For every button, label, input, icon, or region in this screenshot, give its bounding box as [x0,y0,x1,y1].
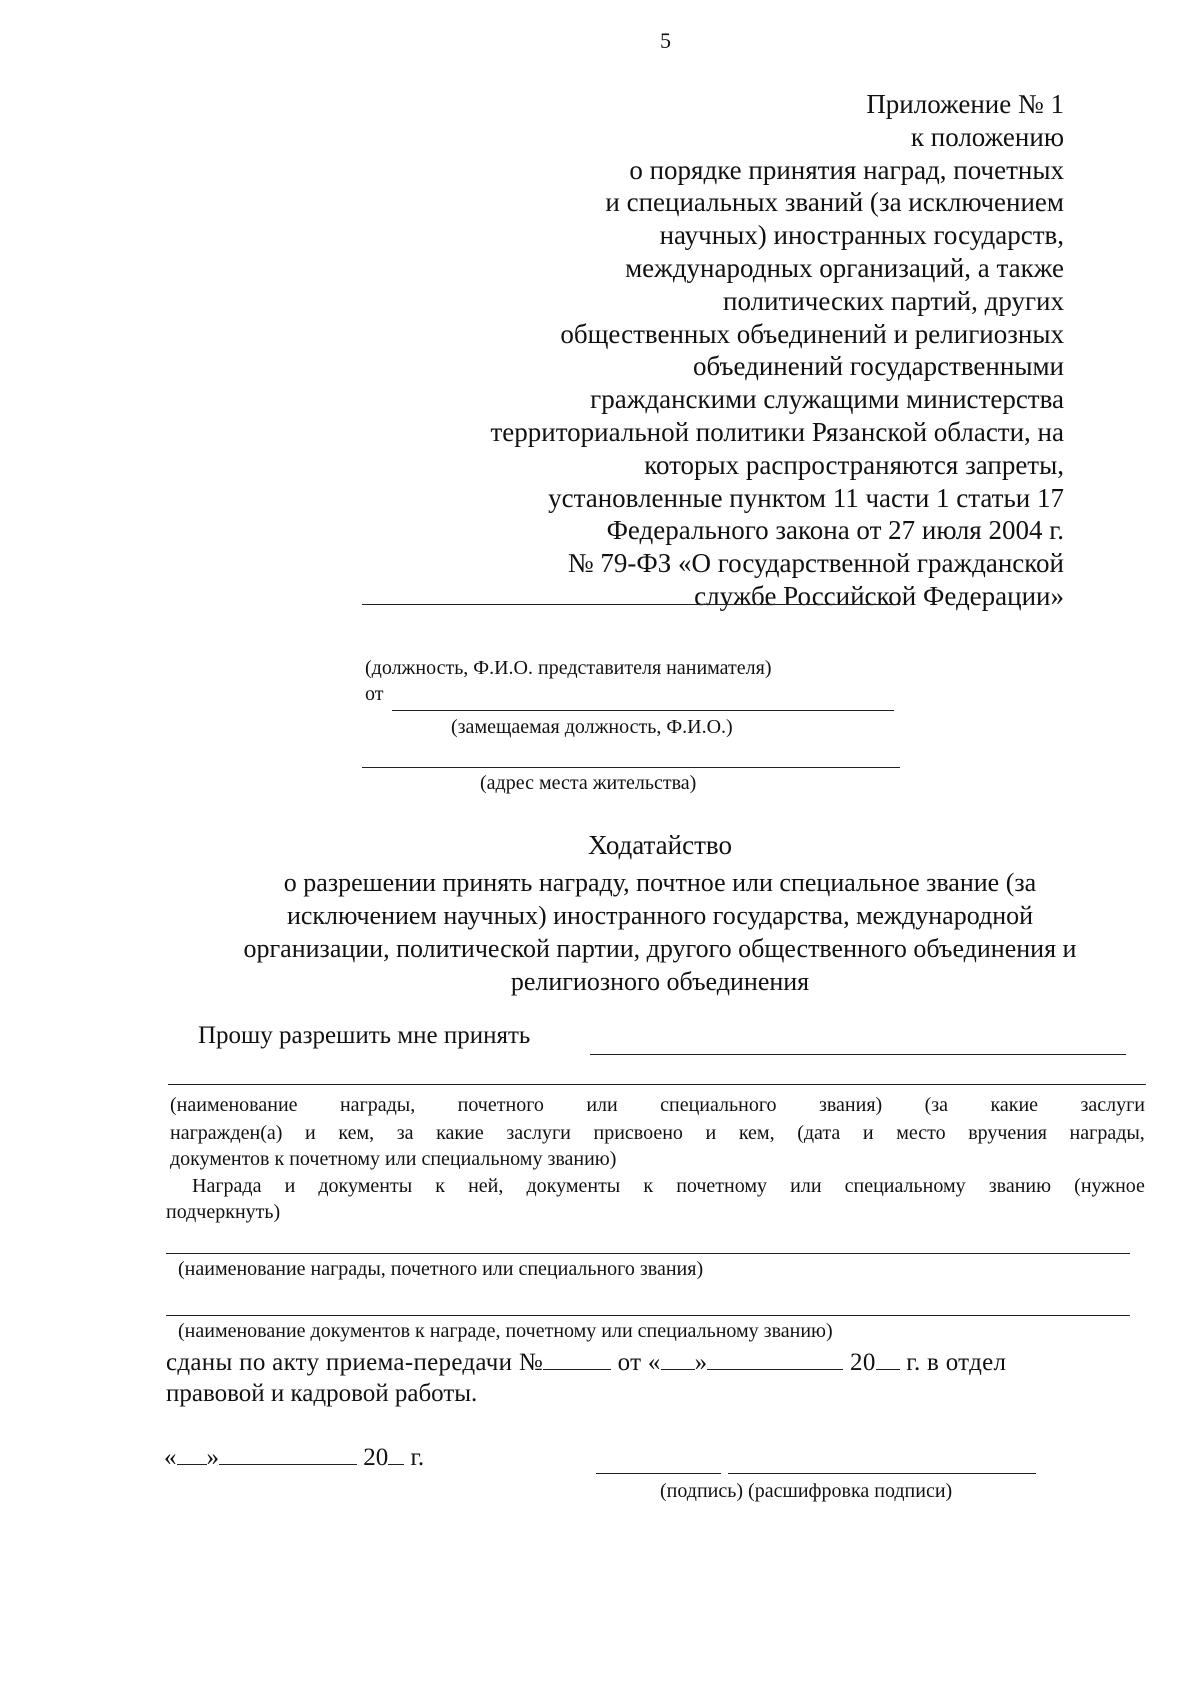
caption-word: награжден(а) [170,1122,283,1144]
caption-word: документы [526,1175,621,1197]
act-year-blank [876,1347,900,1370]
appendix-line: политических партий, других [723,285,1064,316]
appendix-line: Приложение № 1 [866,89,1064,119]
caption-word: за [396,1122,414,1144]
caption-word: почетного [457,1094,544,1116]
caption-word: (нужное [1074,1175,1145,1197]
employer-caption: (должность, Ф.И.О. представителя нанимателя) [365,657,772,679]
date-year-blank [388,1442,404,1465]
request-caption-row3: документов к почетному или специальному званию) [170,1148,617,1170]
docs-line1 [192,1175,1145,1198]
caption-word: специальному [844,1175,966,1197]
appendix-line: гражданскими служащими министерства [590,384,1064,415]
address-line [362,767,900,768]
date-open-quote: « [164,1444,177,1471]
appendix-line: к положению [910,121,1064,152]
date-close-quote: » [206,1444,219,1471]
caption-word: званию [988,1175,1052,1197]
request-blank-line [590,1054,1126,1055]
caption-word: (дата [797,1122,841,1144]
appendix-line: и специальных званий (за исключением [605,187,1064,218]
appendix-block [424,88,1064,613]
appendix-line: которых распространяются запреты, [644,449,1064,480]
caption-word: кем, [738,1122,775,1144]
award-line [166,1253,1130,1254]
act-text-5: г. в отдел [906,1349,1007,1376]
address-caption: (адрес места жительства) [480,772,697,794]
caption-word: Награда [192,1175,262,1197]
appendix-line: общественных объединений и религиозных [560,318,1064,349]
caption-word: заслуги [1080,1094,1145,1116]
caption-word: к [435,1175,445,1197]
signature-decode-line [728,1473,1036,1474]
request-label: Прошу разрешить мне принять [198,1022,531,1049]
from-label: от [365,683,384,705]
page-number: 5 [660,28,671,53]
petition-subtitle-line: исключением научных) иностранного государства, международной [286,901,1034,930]
caption-word: ней, [468,1175,504,1197]
act-day-blank [661,1347,695,1370]
caption-word: какие [990,1094,1039,1116]
caption-word: звания) [818,1094,883,1116]
caption-word: (наименование [170,1094,298,1116]
from-line [392,710,894,711]
caption-word: к [643,1175,654,1197]
appendix-line: объединений государственными [692,351,1064,382]
act-text-2: от « [617,1349,661,1376]
date-field [164,1442,424,1472]
caption-word: присвоено [593,1122,683,1144]
petition-subtitle-line: о разрешении принять награду, почтное или специальное звание (за [283,868,1037,897]
appendix-line: международных организаций, а также [625,252,1064,283]
caption-word: документы [318,1175,413,1197]
employer-line [362,604,900,605]
caption-word: место [896,1122,946,1144]
act-number-blank [543,1347,611,1370]
appendix-line: территориальной политики Рязанской области, на [490,416,1064,447]
request-caption-row2 [170,1122,1145,1145]
caption-word: и [862,1122,874,1144]
date-year: 20 [363,1444,389,1471]
caption-word: кем, [338,1122,375,1144]
caption-word: заслуги [506,1122,571,1144]
caption-word: награды, [339,1094,416,1116]
docs-caption: (наименование документов к награде, почетному или специальному званию) [178,1320,833,1342]
caption-word: или [586,1094,618,1116]
act-text-1: сданы по акту приема-передачи № [166,1349,544,1376]
petition-subtitle [180,866,1140,998]
petition-title: Ходатайство [588,830,732,860]
appendix-line: о порядке принятия наград, почетных [629,154,1064,185]
request-full-line [168,1084,1146,1085]
appendix-line: установленные пунктом 11 части 1 статьи 17 [548,482,1064,513]
act-line [166,1347,1006,1377]
caption-word: почетному [676,1175,768,1197]
date-year-suffix: г. [410,1444,425,1471]
act-month-blank [707,1347,843,1370]
appendix-line: службе Российской Федерации» [694,580,1064,611]
appendix-line: Федерального закона от 27 июля 2004 г. [606,515,1064,546]
act-text-3: » [694,1349,708,1376]
caption-word: специального [660,1094,777,1116]
caption-word: и [284,1175,296,1197]
caption-word: или [790,1175,822,1197]
date-day-blank [177,1442,207,1465]
petition-subtitle-line: религиозного объединения [510,967,810,996]
caption-word: награды, [1069,1122,1145,1144]
award-caption: (наименование награды, почетного или специального звания) [178,1258,704,1280]
appendix-line: № 79-ФЗ «О государственной гражданской [567,548,1064,579]
caption-word: и [705,1122,717,1144]
petition-subtitle-line: организации, политической партии, другого общественного объединения и [243,934,1077,963]
signature-line [596,1473,721,1474]
date-month-blank [219,1442,357,1465]
docs-line2: подчеркнуть) [166,1201,281,1223]
caption-word: какие [436,1122,484,1144]
position-caption: (замещаемая должность, Ф.И.О.) [451,716,733,738]
caption-word: и [305,1122,316,1144]
caption-word: (за [924,1094,949,1116]
request-caption-row1 [170,1094,1145,1117]
caption-word: вручения [968,1122,1047,1144]
docs-name-line [166,1315,1130,1316]
appendix-line: научных) иностранных государств, [659,220,1064,251]
act-text-4: 20 [850,1349,876,1376]
act-line-2: правовой и кадровой работы. [166,1380,478,1407]
signature-caption: (подпись) (расшифровка подписи) [660,1480,953,1502]
